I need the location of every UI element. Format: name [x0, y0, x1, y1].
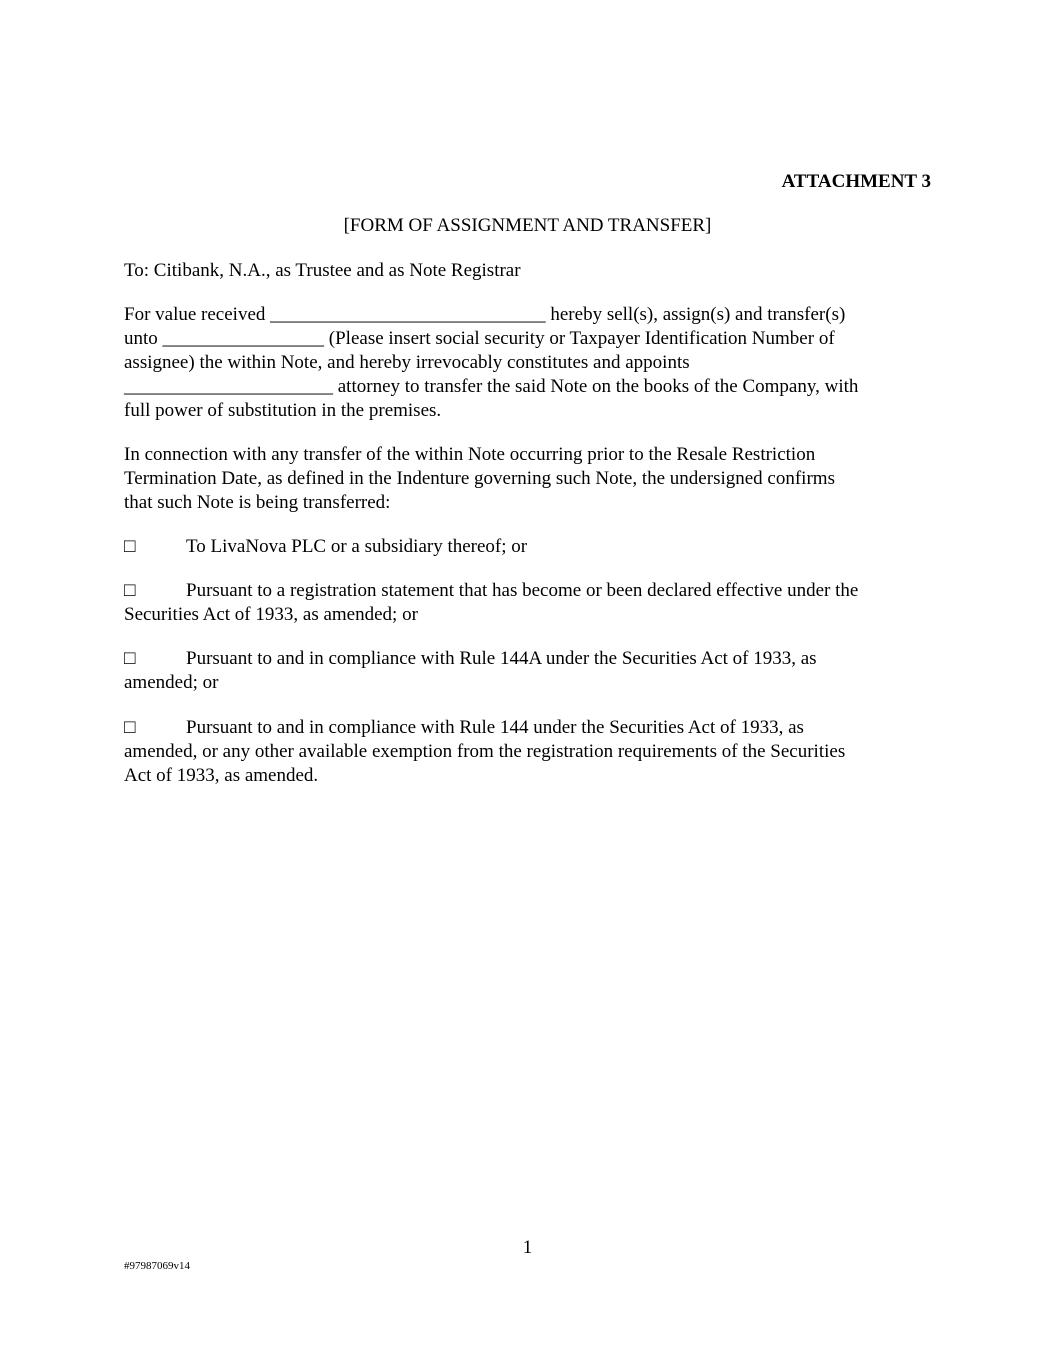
option-text: Act of 1933, as amended.: [124, 765, 319, 786]
assignment-paragraph: [124, 303, 934, 423]
attachment-heading: ATTACHMENT 3: [781, 171, 931, 192]
option-livanova: [124, 535, 934, 559]
option-text: To LivaNova PLC or a subsidiary thereof; or: [186, 536, 528, 557]
checkbox-icon[interactable]: □: [124, 648, 136, 669]
checkbox-icon[interactable]: □: [124, 717, 136, 738]
document-id: #97987069v14: [124, 1260, 190, 1272]
option-text: amended; or: [124, 672, 219, 693]
option-registration-statement: [124, 579, 934, 627]
assignment-line: For value received _____________________________ hereby sell(s), assign(s) and transfer(s): [124, 304, 846, 325]
assignment-line: ______________________ attorney to transfer the said Note on the books of the Company, with: [124, 376, 859, 397]
connection-line: that such Note is being transferred:: [124, 492, 391, 513]
option-rule-144a: [124, 647, 934, 695]
addressee-line: To: Citibank, N.A., as Trustee and as Note Registrar: [124, 260, 521, 281]
connection-paragraph: [124, 443, 934, 515]
option-text: Pursuant to and in compliance with Rule 144A under the Securities Act of 1933, as: [186, 648, 817, 669]
checkbox-icon[interactable]: □: [124, 580, 136, 601]
form-title: [FORM OF ASSIGNMENT AND TRANSFER]: [343, 215, 712, 236]
option-rule-144: [124, 716, 934, 788]
option-text: amended, or any other available exemption from the registration requirements of the Securities: [124, 741, 846, 762]
assignment-line: full power of substitution in the premises.: [124, 400, 442, 421]
option-text: Securities Act of 1933, as amended; or: [124, 604, 418, 625]
checkbox-icon[interactable]: □: [124, 536, 136, 557]
connection-line: In connection with any transfer of the within Note occurring prior to the Resale Restriction: [124, 444, 816, 465]
page-number: 1: [522, 1237, 533, 1258]
option-text: Pursuant to a registration statement that has become or been declared effective under the: [186, 580, 859, 601]
assignment-line: unto _________________ (Please insert social security or Taxpayer Identification Number of: [124, 328, 835, 349]
connection-line: Termination Date, as defined in the Indenture governing such Note, the undersigned confirms: [124, 468, 835, 489]
option-text: Pursuant to and in compliance with Rule 144 under the Securities Act of 1933, as: [186, 717, 804, 738]
assignment-line: assignee) the within Note, and hereby irrevocably constitutes and appoints: [124, 352, 690, 373]
